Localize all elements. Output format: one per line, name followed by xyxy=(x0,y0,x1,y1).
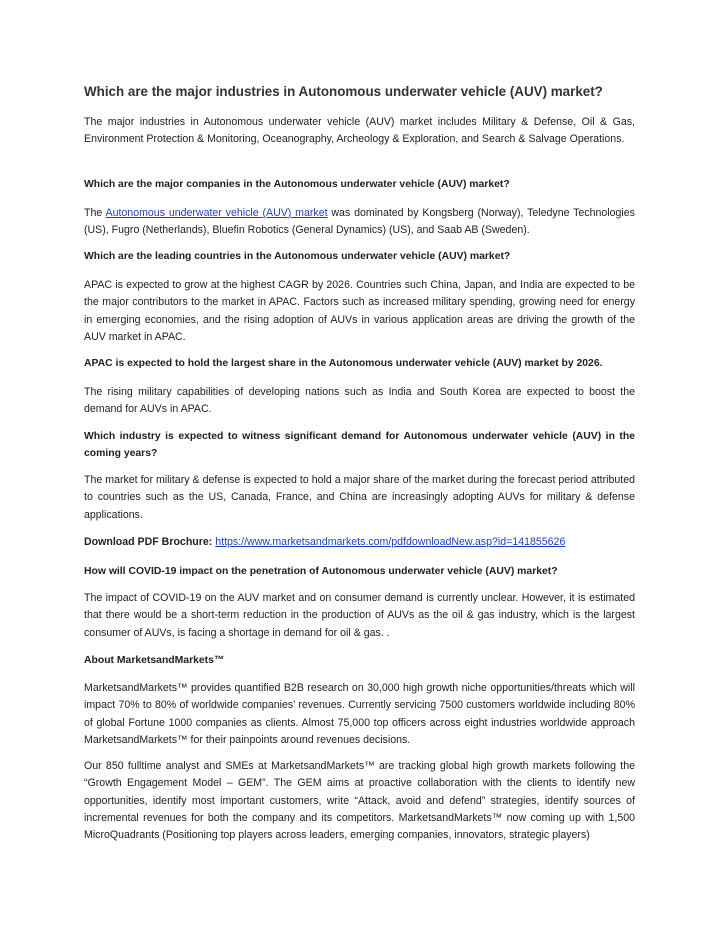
heading-industry-demand: Which industry is expected to witness significant demand for Autonomous underwater vehicle (AUV) in the coming years? xyxy=(84,431,635,460)
paragraph-about: MarketsandMarkets™ provides quantified B2B research on 30,000 high growth niche opportunities/threats which will impact 70% to 80% of worldwide companies’ revenues. Currently servicing 7500 customers worldwide including 80% of global Fortune 1000 companies as clients. Almost 75,000 top officers across eight industries worldwide approach MarketsandMarkets™ for their painpoints around revenues decisions. xyxy=(84,682,635,746)
paragraph-companies xyxy=(84,205,635,240)
download-brochure-line xyxy=(84,534,635,551)
paragraph-analysts: Our 850 fulltime analyst and SMEs at MarketsandMarkets™ are tracking global high growth markets following the “Growth Engagement Model – GEM”. The GEM aims at proactive collaboration with the clients to identify new opportunities, identify most important customers, write “Attack, avoid and defend” strategies, identify sources of incremental revenues for both the company and its competitors. MarketsandMarkets™ now coming up with 1,500 MicroQuadrants (Positioning top players across leaders, emerging companies, innovators, strategic players) xyxy=(84,760,635,842)
auv-market-link[interactable]: Autonomous underwater vehicle (AUV) market xyxy=(105,207,328,219)
paragraph-companies-pre: The xyxy=(84,207,106,219)
paragraph-apac: The rising military capabilities of developing nations such as India and South Korea are expected to boost the demand for AUVs in APAC. xyxy=(84,386,635,416)
download-pdf-link[interactable]: https://www.marketsandmarkets.com/pdfdownloadNew.asp?id=141855626 xyxy=(215,536,566,548)
heading-leading-countries: Which are the leading countries in the Autonomous underwater vehicle (AUV) market? xyxy=(84,251,511,262)
heading-major-companies: Which are the major companies in the Autonomous underwater vehicle (AUV) market? xyxy=(84,179,510,190)
paragraph-countries: APAC is expected to grow at the highest CAGR by 2026. Countries such China, Japan, and India are expected to be the major contributors to the market in APAC. Factors such as increased military spending, growing need for energy in emerging economies, and the rising adoption of AUVs in various application areas are driving the growth of the AUV market in APAC. xyxy=(84,279,635,343)
paragraph-companies-post: was dominated by Kongsberg (Norway), Teledyne Technologies (US), Fugro (Netherlands), Bluefin Robotics (General Dynamics) (US), and Saab AB (Sweden). xyxy=(84,207,635,237)
paragraph-military: The market for military & defense is expected to hold a major share of the market during the forecast period attributed to countries such as the US, Canada, France, and China are increasingly adopting AUVs for military & defense applications. xyxy=(84,474,635,521)
heading-covid: How will COVID-19 impact on the penetration of Autonomous underwater vehicle (AUV) market? xyxy=(84,566,558,577)
heading-apac-share: APAC is expected to hold the largest share in the Autonomous underwater vehicle (AUV) market by 2026. xyxy=(84,358,603,369)
download-label: Download PDF Brochure: xyxy=(84,536,216,548)
paragraph-covid: The impact of COVID-19 on the AUV market and on consumer demand is currently unclear. However, it is estimated that there would be a short-term reduction in the production of AUVs as the oil & gas industry, which is the largest consumer of AUVs, is facing a shortage in demand for oil & gas. . xyxy=(84,592,635,639)
heading-about: About MarketsandMarkets™ xyxy=(84,655,225,666)
paragraph-industries: The major industries in Autonomous underwater vehicle (AUV) market includes Military & Defense, Oil & Gas, Environment Protection & Monitoring, Oceanography, Archeology & Exploration, and Search & Salvage Operations. xyxy=(84,116,635,146)
page-title: Which are the major industries in Autonomous underwater vehicle (AUV) market? xyxy=(84,84,603,99)
